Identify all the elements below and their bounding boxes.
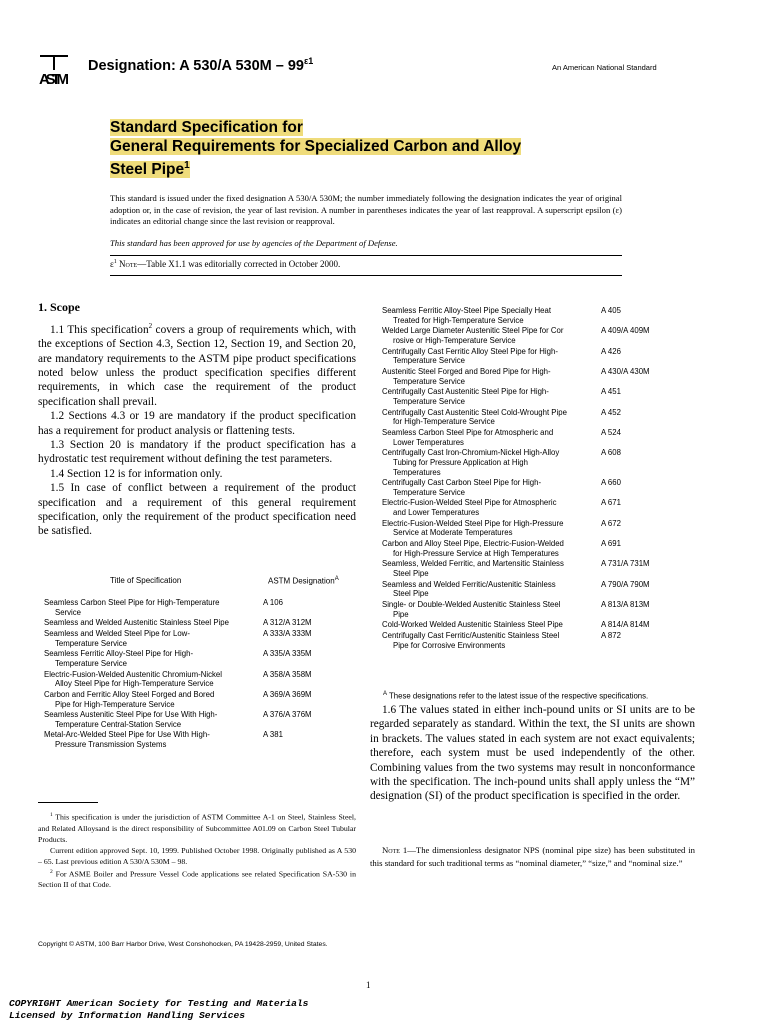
spec-title-line: Austenitic Steel Forged and Bored Pipe for High- [382, 366, 551, 376]
document-title [110, 118, 630, 179]
spec-title-line: Centrifugally Cast Ferritic Alloy Steel Pipe for High- [382, 346, 558, 356]
dod-approval-note: This standard has been approved for use by agencies of the Department of Defense. [110, 238, 398, 248]
scope-paragraphs [38, 319, 356, 539]
spec-title-line: and Lower Temperatures [393, 508, 480, 518]
editorial-note: $\varepsilon^1$ Note—Table X1.1 was editorially corrected in October 2000. [110, 259, 341, 269]
table-header-title: Title of Specification [110, 576, 182, 585]
spec-title-line: Steel Pipe [393, 589, 429, 599]
spec-title-line: Single- or Double-Welded Austenitic Stainless Steel [382, 599, 561, 609]
license-line-2: Licensed by Information Handling Services [9, 1010, 246, 1021]
license-line-1: COPYRIGHT American Society for Testing and Materials [9, 998, 309, 1009]
section-heading-scope: 1. Scope [38, 300, 80, 314]
spec-title [382, 347, 597, 366]
spec-title-line: Seamless and Welded Ferritic/Austenitic Stainless [382, 579, 556, 589]
spec-designation: A 335/A 335M [263, 649, 312, 659]
spec-title [44, 649, 259, 668]
spec-title [382, 448, 597, 477]
paragraph-1-6: 1.6 The values stated in either inch-pound units or SI units are to be regarded separately as standard. Within the text, the SI units are shown in brackets. The values stated in each system are not exact equivalents; therefore, each system must be used independently of the other. Combining values from the two systems may result in nonconformance with the specification. The inch-pound units shall apply unless the “M” designation (SI) of the product specification is specified in the order. [370, 704, 695, 803]
designation [88, 56, 313, 74]
spec-designation: A 608 [601, 448, 621, 458]
spec-designation: A 430/A 430M [601, 366, 650, 376]
spec-title-line: Seamless and Welded Steel Pipe for Low- [44, 628, 190, 638]
spec-title-line: Tubing for Pressure Application at High [393, 457, 528, 467]
copyright-line: Copyright © ASTM, 100 Barr Harbor Drive, West Conshohocken, PA 19428-2959, United States. [38, 941, 328, 948]
spec-title-line: Electric-Fusion-Welded Steel Pipe for High-Pressure [382, 518, 564, 528]
spec-title [382, 580, 597, 599]
spec-designation: A 409/A 409M [601, 326, 650, 336]
designation-epsilon: ε1 [303, 56, 314, 66]
scope-paragraph-1-6 [370, 703, 695, 804]
spec-title-line: Seamless Carbon Steel Pipe for High-Temperature [44, 598, 220, 607]
spec-title-line: Temperature Service [393, 376, 465, 386]
spec-title-line: Service [55, 607, 81, 617]
spec-designation: A 872 [601, 630, 621, 640]
spec-designation: A 106 [263, 598, 283, 607]
spec-title-line: Temperature Service [55, 658, 127, 668]
standard-issuance-note: This standard is issued under the fixed designation A 530/A 530M; the number immediately following the designation indicates the year of original adoption or, in the case of revision, the year of last revision. A number in parentheses indicates the year of last reapproval. A superscript epsilon (ε) indicates an editorial change since the last revision or reapproval. [110, 193, 622, 227]
spec-designation: A 524 [601, 427, 621, 437]
spec-title-line: Seamless and Welded Austenitic Stainless Steel Pipe [44, 618, 229, 628]
spec-designation: A 660 [601, 478, 621, 488]
spec-title-line: for High-Pressure Service at High Temperatures [393, 548, 559, 558]
spec-title [382, 428, 597, 447]
title-line-2: General Requirements for Specialized Carbon and Alloy [110, 138, 522, 155]
footnote-2: $^2$ For ASME Boiler and Pressure Vessel Code applications see related Specification SA-530 in Section II of that Code. [38, 868, 356, 890]
spec-title-line: Service at Moderate Temperatures [393, 528, 513, 538]
spec-title-line: Pressure Transmission Systems [55, 740, 167, 750]
spec-designation: A 369/A 369M [263, 689, 312, 699]
spec-title [382, 478, 597, 497]
table-footnote: $^A$ These designations refer to the latest issue of the respective specifications. [383, 691, 649, 701]
spec-title-line: Alloy Steel Pipe for High-Temperature Service [55, 679, 214, 689]
spec-title [44, 730, 259, 749]
spec-title [382, 559, 597, 578]
spec-title-line: Lower Temperatures [393, 437, 464, 447]
spec-title-line: Centrifugally Cast Ferritic/Austenitic Stainless Steel [382, 630, 560, 640]
spec-title [382, 367, 597, 386]
paragraph-1-5: 1.5 In case of conflict between a requirement of the product specification and a requirement of this general requirement specification, only the requirement of the product specification need be satisfied. [38, 482, 356, 538]
title-line-3: Steel Pipe [110, 161, 185, 179]
spec-title-line: Seamless Austenitic Steel Pipe for Use With High- [44, 710, 218, 720]
table-header-designation: ASTM Designation$^A$ [268, 576, 339, 586]
spec-designation: A 813/A 813M [601, 599, 650, 609]
spec-title-line: Seamless Ferritic Alloy-Steel Pipe Specially Heat [382, 306, 551, 315]
title-line-1: Standard Specification for [110, 119, 303, 136]
spec-designation: A 790/A 790M [601, 579, 650, 589]
spec-designation: A 333/A 333M [263, 628, 312, 638]
spec-title-line: Carbon and Ferritic Alloy Steel Forged and Bored [44, 689, 215, 699]
paragraph-1-1: 1.1 This specification$^2$ covers a group of requirements which, with the exceptions of Section 4.3, Section 12, Section 19, and Section 20, are mandatory requirements to the ASTM pipe product specifications noted below unless the product specification specifies different requirements, in which case the requirement of the product specification shall prevail. [38, 322, 356, 408]
astm-logo [38, 50, 70, 92]
spec-designation: A 426 [601, 346, 621, 356]
spec-title-line: Centrifugally Cast Carbon Steel Pipe for High- [382, 478, 542, 488]
paragraph-1-4: 1.4 Section 12 is for information only. [50, 467, 223, 480]
spec-title [44, 670, 259, 689]
spec-title-line: Temperature Service [393, 487, 465, 497]
spec-title [382, 620, 597, 630]
spec-designation: A 691 [601, 539, 621, 548]
spec-title-line: Pipe [393, 609, 409, 619]
spec-title-line: Welded Large Diameter Austenitic Steel Pipe for Cor [382, 326, 564, 336]
spec-designation: A 381 [263, 730, 283, 740]
spec-designation: A 451 [601, 387, 621, 397]
spec-title-line: Temperatures [393, 467, 441, 477]
spec-title [44, 629, 259, 648]
spec-title-line: Centrifugally Cast Iron-Chromium-Nickel High-Alloy [382, 448, 560, 458]
spec-title-line: for High-Temperature Service [393, 417, 495, 427]
spec-title [382, 631, 597, 650]
spec-title-line: Metal-Arc-Welded Steel Pipe for Use With High- [44, 730, 210, 740]
spec-title [382, 539, 597, 558]
spec-title-line: Electric-Fusion-Welded Steel Pipe for Atmospheric [382, 498, 557, 508]
spec-title-line: Seamless, Welded Ferritic, and Martensitic Stainless [382, 559, 564, 569]
spec-title-line: Centrifugally Cast Austenitic Steel Cold-Wrought Pipe [382, 407, 567, 417]
astm-logo-text: ASTM [39, 71, 69, 88]
spec-title-line: Treated for High-Temperature Service [393, 315, 524, 325]
spec-designation: A 312/A 312M [263, 618, 312, 628]
spec-title-line: Pipe for High-Temperature Service [55, 699, 175, 709]
paragraph-1-2: 1.2 Sections 4.3 or 19 are mandatory if the product specification has a requirement for product analysis or flattening tests. [38, 410, 356, 437]
spec-designation: A 731/A 731M [601, 559, 650, 569]
footnotes [38, 810, 356, 890]
spec-title [382, 498, 597, 517]
spec-designation: A 376/A 376M [263, 710, 312, 720]
spec-title [382, 408, 597, 427]
spec-title-line: Temperature Service [55, 638, 127, 648]
footnote-divider [38, 802, 98, 803]
note-1: Note 1—The dimensionless designator NPS (nominal pipe size) has been substituted in this standard for such traditional terms as “nominal diameter,” “size,” and “nominal size.” [370, 845, 695, 869]
spec-title [44, 598, 259, 617]
spec-title-line: Temperature Service [393, 356, 465, 366]
american-national-standard: An American National Standard [552, 63, 657, 72]
page-number: 1 [366, 980, 371, 990]
footnote-1-edition: Current edition approved Sept. 10, 1999. Published October 1998. Originally published as A 530 – 65. Last previous edition A 530/A 530M – 98. [38, 845, 356, 866]
spec-title-line: Pipe for Corrosive Environments [393, 640, 506, 650]
spec-title-line: Electric-Fusion-Welded Austenitic Chromium-Nickel [44, 669, 222, 679]
spec-title-line: Centrifugally Cast Austenitic Steel Pipe for High- [382, 387, 549, 397]
spec-title-line: Temperature Service [393, 396, 465, 406]
spec-title [44, 618, 259, 628]
footnote-1: $^1$ This specification is under the jurisdiction of ASTM Committee A-1 on Steel, Stainless Steel, and Related Alloysand is the direct responsibility of Subcommittee A01.09 on Carbon Steel Tubular Products. [38, 812, 356, 844]
spec-designation: A 672 [601, 518, 621, 528]
spec-title-line: Cold-Worked Welded Austenitic Stainless Steel Pipe [382, 620, 563, 630]
spec-title [44, 690, 259, 709]
title-footnote-mark: 1 [184, 160, 190, 171]
spec-title [382, 387, 597, 406]
license-stamp [9, 998, 308, 1022]
divider [110, 275, 622, 276]
spec-title-line: Carbon and Alloy Steel Pipe, Electric-Fusion-Welded [382, 539, 564, 548]
spec-designation: A 358/A 358M [263, 669, 312, 679]
designation-text: Designation: A 530/A 530M – 99 [88, 57, 304, 74]
spec-title [382, 519, 597, 538]
spec-title-line: Steel Pipe [393, 569, 429, 578]
spec-title [44, 710, 259, 729]
spec-designation: A 671 [601, 498, 621, 508]
spec-title [382, 306, 597, 325]
spec-designation: A 452 [601, 407, 621, 417]
spec-title-line: rosive or High-Temperature Service [393, 336, 516, 345]
paragraph-1-3: 1.3 Section 20 is mandatory if the product specification has a hydrostatic test requirement without defining the test parameters. [38, 439, 356, 466]
spec-designation: A 814/A 814M [601, 620, 650, 630]
spec-title-line: Seamless Ferritic Alloy-Steel Pipe for High- [44, 649, 194, 659]
spec-title-line: Seamless Carbon Steel Pipe for Atmospheric and [382, 427, 554, 437]
spec-title [382, 326, 597, 345]
spec-title [382, 600, 597, 619]
spec-designation: A 405 [601, 306, 621, 315]
spec-title-line: Temperature Central-Station Service [55, 719, 182, 729]
divider [110, 255, 622, 256]
